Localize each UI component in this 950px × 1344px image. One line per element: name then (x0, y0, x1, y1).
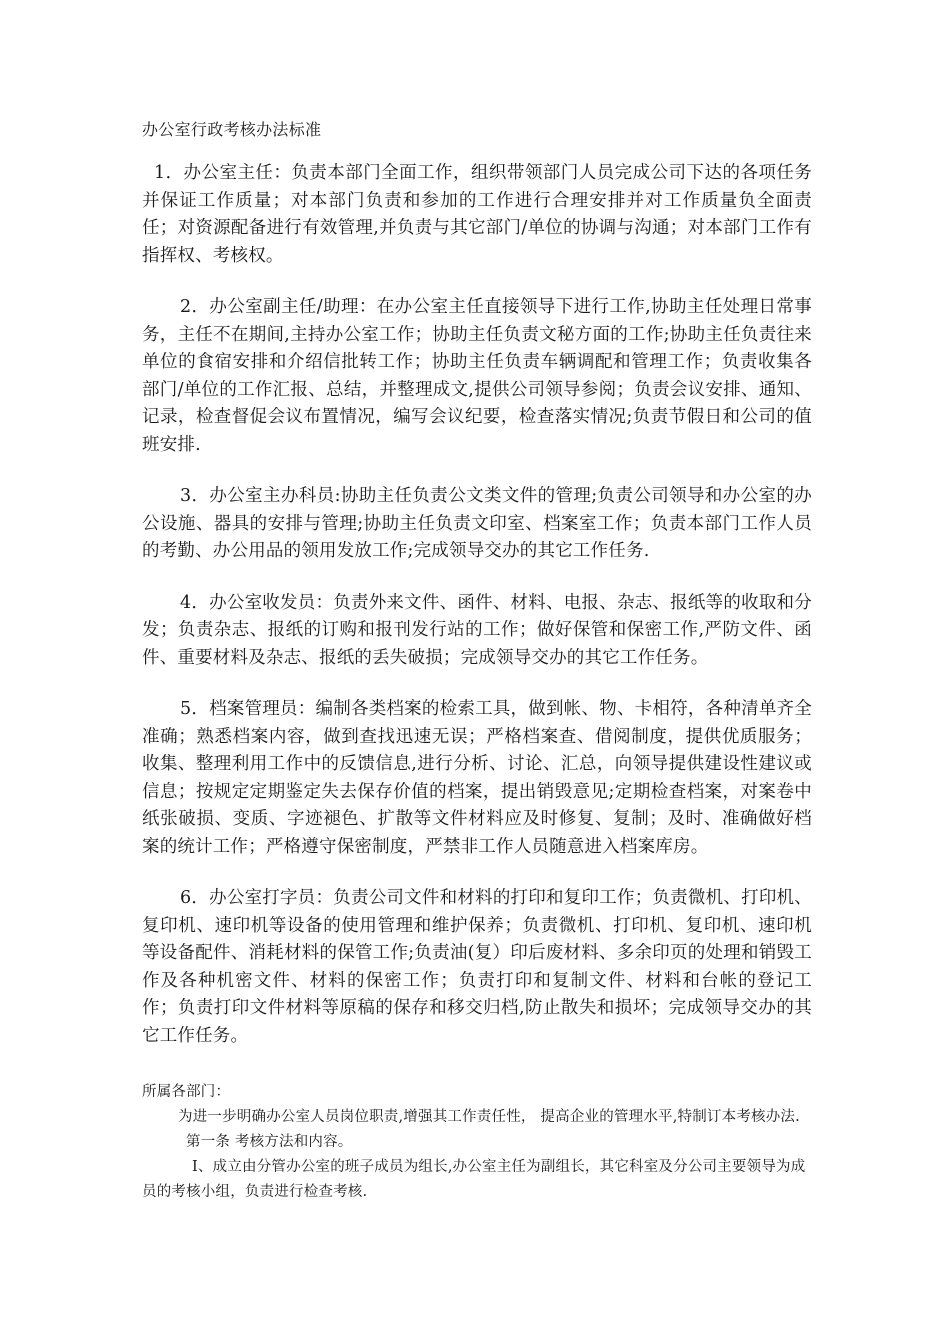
article-one-item-one: Ⅰ、成立由分管办公室的班子成员为组长,办公室主任为副组长，其它科室及分公司主要领导为成员的考核小组，负责进行检查考核. (142, 1159, 806, 1200)
document-page (142, 118, 812, 1205)
duty-paragraph-archivist: 5．档案管理员：编制各类档案的检索工具，做到帐、物、卡相符，各种清单齐全准确；熟悉档案内容，做到查找迅速无误；严格档案查、借阅制度，提供优质服务；收集、整理利用工作中的反馈信息,进行分析、讨论、汇总，向领导提供建设性建议或信息；按规定定期鉴定失去保存价值的档案，提出销毁意见;定期检查档案，对案卷中纸张破损、变质、字迹褪色、扩散等文件材料应及时修复、复制；及时、准确做好档案的统计工作；严格遵守保密制度，严禁非工作人员随意进入档案库房。 (142, 699, 812, 857)
duty-paragraph-deputy-director: 2．办公室副主任/助理：在办公室主任直接领导下进行工作,协助主任处理日常事务，主任不在期间,主持办公室工作；协助主任负责文秘方面的工作;协助主任负责往来单位的食宿安排和介绍信批转工作；协助主任负责车辆调配和管理工作；负责收集各部门/单位的工作汇报、总结，并整理成文,提供公司领导参阅；负责会议安排、通知、记录，检查督促会议布置情况，编写会议纪要，检查落实情况;负责节假日和公司的值班安排. (142, 297, 812, 455)
duty-paragraph-clerk: 3．办公室主办科员:协助主任负责公文类文件的管理;负责公司领导和办公室的办公设施、器具的安排与管理;协助主任负责文印室、档案室工作；负责本部门工作人员的考勤、办公用品的领用发放工作;完成领导交办的其它工作任务. (142, 486, 812, 561)
duty-paragraph-mail-clerk: 4．办公室收发员：负责外来文件、函件、材料、电报、杂志、报纸等的收取和分发；负责杂志、报纸的订购和报刊发行站的工作；做好保管和保密工作,严防文件、函件、重要材料及杂志、报纸的丢失破损；完成领导交办的其它工作任务。 (142, 592, 812, 668)
article-one-heading: 第一条 考核方法和内容。 (186, 1134, 353, 1150)
notice-section (142, 1080, 812, 1205)
notice-addressee: 所属各部门： (142, 1084, 231, 1100)
duty-paragraph-typist: 6．办公室打字员：负责公司文件和材料的打印和复印工作；负责微机、打印机、复印机、速印机等设备的使用管理和维护保养；负责微机、打印机、复印机、速印机等设备配件、消耗材料的保管工作;负责油(复）印后废材料、多余印页的处理和销毁工作及各种机密文件、材料的保密工作；负责打印和复制文件、材料和台帐的登记工作；负责打印文件材料等原稿的保存和移交归档,防止散失和损坏；完成领导交办的其它工作任务。 (142, 888, 812, 1046)
document-title: 办公室行政考核办法标准 (142, 120, 322, 139)
notice-intro: 为进一步明确办公室人员岗位职责,增强其工作责任性， 提高企业的管理水平,特制订本考核办法. (178, 1109, 800, 1125)
duty-paragraph-director: 1．办公室主任：负责本部门全面工作，组织带领部门人员完成公司下达的各项任务并保证工作质量；对本部门负责和参加的工作进行合理安排并对工作质量负全面责任；对资源配备进行有效管理,并负责与其它部门/单位的协调与沟通；对本部门工作有指挥权、考核权。 (142, 163, 812, 266)
